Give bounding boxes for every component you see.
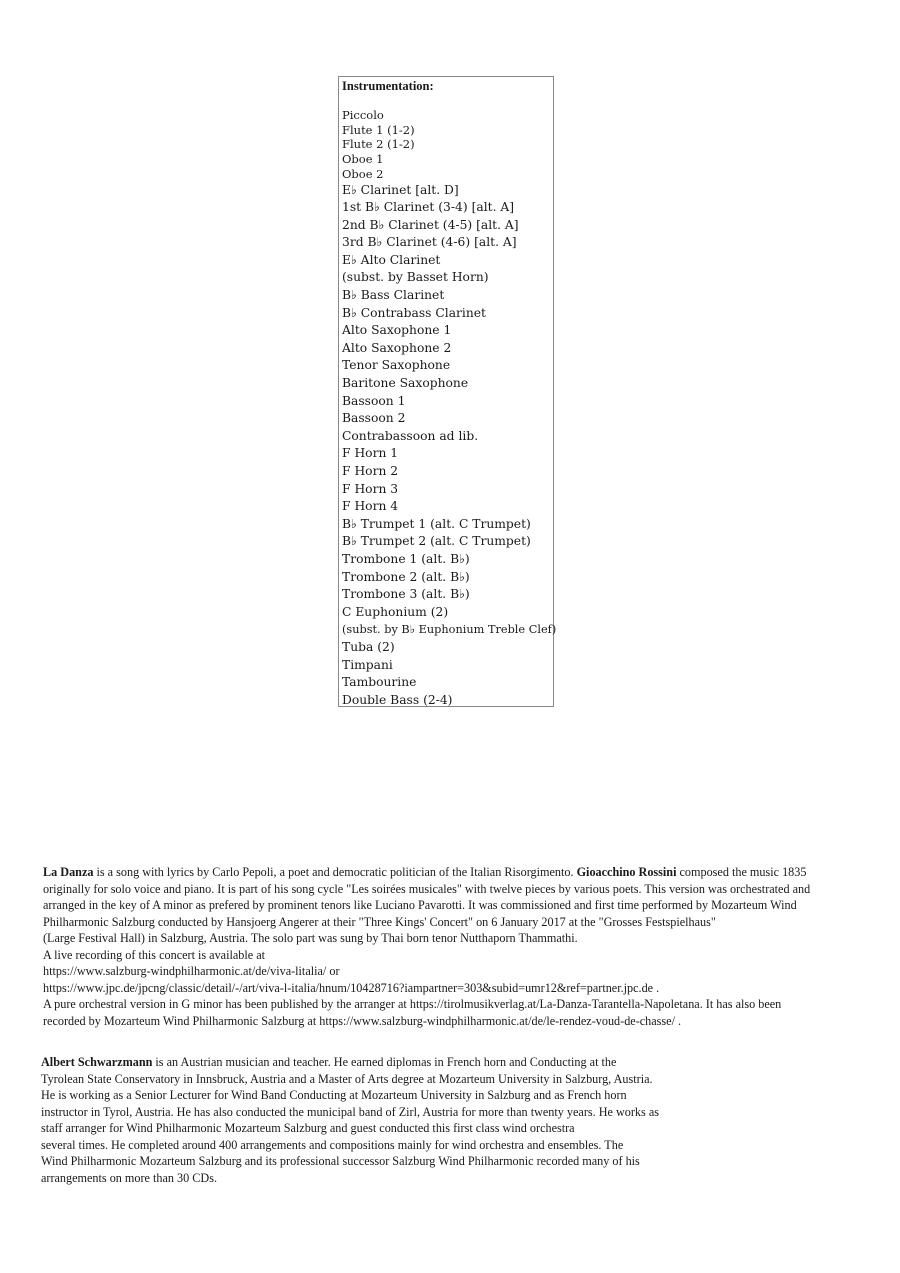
instrumentation-box [338,76,557,707]
la-danza-text: composed the music 1835 [676,865,807,879]
instrument-item: 2nd B♭ Clarinet (4-5) [alt. A] [342,217,519,232]
paragraph-line: Philharmonic Salzburg conducted by Hansjoerg Angerer at their "Three Kings' Concert" on 6 January 2017 at the "Grosses Festspielhaus" [43,914,716,929]
paragraph-line: originally for solo voice and piano. It is part of his song cycle "Les soirées musicales" with twelve pieces by various poets. This version was orchestrated and [43,881,811,896]
paragraph-line: arranged in the key of A minor as prefered by prominent tenors like Luciano Pavarotti. It was commissioned and first time performed by Mozarteum Wind [43,898,797,912]
instrument-item: Oboe 2 [342,166,384,181]
paragraph-line: Tyrolean State Conservatory in Innsbruck, Austria and a Master of Arts degree at Mozarteum University in Salzburg, Austria. [41,1071,653,1086]
instrument-item: B♭ Trumpet 1 (alt. C Trumpet) [342,516,531,531]
instrument-item: 3rd B♭ Clarinet (4-6) [alt. A] [342,235,517,250]
instrument-item: Tambourine [342,675,417,690]
instrument-item: Flute 1 (1-2) [342,122,415,137]
instrument-item: Tuba (2) [342,639,395,654]
title-la-danza: La Danza [43,865,94,879]
instrument-item: B♭ Trumpet 2 (alt. C Trumpet) [342,534,531,549]
la-danza-first-line [43,864,810,881]
instrument-item: 1st B♭ Clarinet (3-4) [alt. A] [342,200,515,215]
paragraph-line: (Large Festival Hall) in Salzburg, Austria. The solo part was sung by Thai born tenor Nutthaporn Thammathi. [43,931,578,945]
paragraph-line: staff arranger for Wind Philharmonic Mozarteum Salzburg and guest conducted this first class wind orchestra [41,1121,575,1135]
paragraph-line: A live recording of this concert is available at [43,947,266,962]
paragraph-line: He is working as a Senior Lecturer for Wind Band Conducting at Mozarteum University in Salzburg and as French horn [41,1088,627,1102]
arranger-bio-paragraph [41,1054,659,1186]
instrument-item: F Horn 2 [342,464,399,479]
instrument-item: F Horn 4 [342,499,399,514]
paragraph-line: instructor in Tyrol, Austria. He has also conducted the municipal band of Zirl, Austria for more than twenty years. He works as [41,1104,659,1119]
instrument-item: Flute 2 (1-2) [342,137,415,152]
la-danza-paragraph [43,864,810,1029]
instrument-item: Trombone 3 (alt. B♭) [342,587,470,602]
paragraph-line: arrangements on more than 30 CDs. [41,1170,217,1185]
instrument-item: F Horn 3 [342,481,399,496]
instrument-item: Alto Saxophone 2 [342,340,452,355]
instrument-item: Baritone Saxophone [342,376,469,391]
la-danza-text: is a song with lyrics by Carlo Pepoli, a poet and democratic politician of the Italian Risorgimento. [93,865,577,879]
instrument-item: Trombone 1 (alt. B♭) [342,551,470,566]
instrument-item: Trombone 2 (alt. B♭) [342,569,470,584]
instrument-item: B♭ Contrabass Clarinet [342,305,486,320]
instrument-item: Alto Saxophone 1 [342,323,452,338]
instrument-item: C Euphonium (2) [342,604,449,619]
instrument-item: Oboe 1 [342,152,384,167]
bio-first-line [41,1054,659,1071]
paragraph-line: A pure orchestral version in G minor has been published by the arranger at https://tirolmusikverlag.at/La-Danza-Tarantella-Napoletana. It has also been [43,997,782,1011]
instrument-item: B♭ Bass Clarinet [342,288,445,303]
arranger-name: Albert Schwarzmann [41,1055,153,1069]
instrument-item: Timpani [342,657,393,672]
instrument-item: Contrabassoon ad lib. [342,428,479,443]
instrument-item: Double Bass (2-4) [342,692,453,707]
instrumentation-list [342,108,557,709]
instrument-item: (subst. by B♭ Euphonium Treble Clef) [342,623,557,637]
instrument-item: E♭ Clarinet [alt. D] [342,182,459,197]
recording-link-1[interactable]: https://www.salzburg-windphilharmonic.at/de/viva-litalia/ or [43,964,340,978]
instrument-item: F Horn 1 [342,446,399,461]
instrument-item: Bassoon 1 [342,393,406,408]
recording-link-2[interactable]: https://www.jpc.de/jpcng/classic/detail/-/art/viva-l-italia/hnum/10428716?iampartner=303&subid=umr12&ref=partner.jpc.de . [43,980,660,995]
paragraph-line: several times. He completed around 400 arrangements and compositions mainly for wind orchestra and ensembles. The [41,1137,624,1152]
paragraph-line: Wind Philharmonic Mozarteum Salzburg and its professional successor Salzburg Wind Philharmonic recorded many of his [41,1154,640,1168]
instrument-item: Tenor Saxophone [342,358,451,373]
paragraph-line: recorded by Mozarteum Wind Philharmonic Salzburg at https://www.salzburg-windphilharmonic.at/de/le-rendez-voud-de-chasse/ . [43,1013,682,1028]
composer-name: Gioacchino Rossini [576,865,677,879]
instrument-item: Piccolo [342,108,384,122]
instrument-item: Bassoon 2 [342,411,406,426]
instrument-item: E♭ Alto Clarinet [342,252,441,267]
bio-text: is an Austrian musician and teacher. He earned diplomas in French horn and Conducting at the [152,1055,617,1069]
instrument-item: (subst. by Basset Horn) [342,270,489,285]
instrumentation-title: Instrumentation: [342,79,434,93]
